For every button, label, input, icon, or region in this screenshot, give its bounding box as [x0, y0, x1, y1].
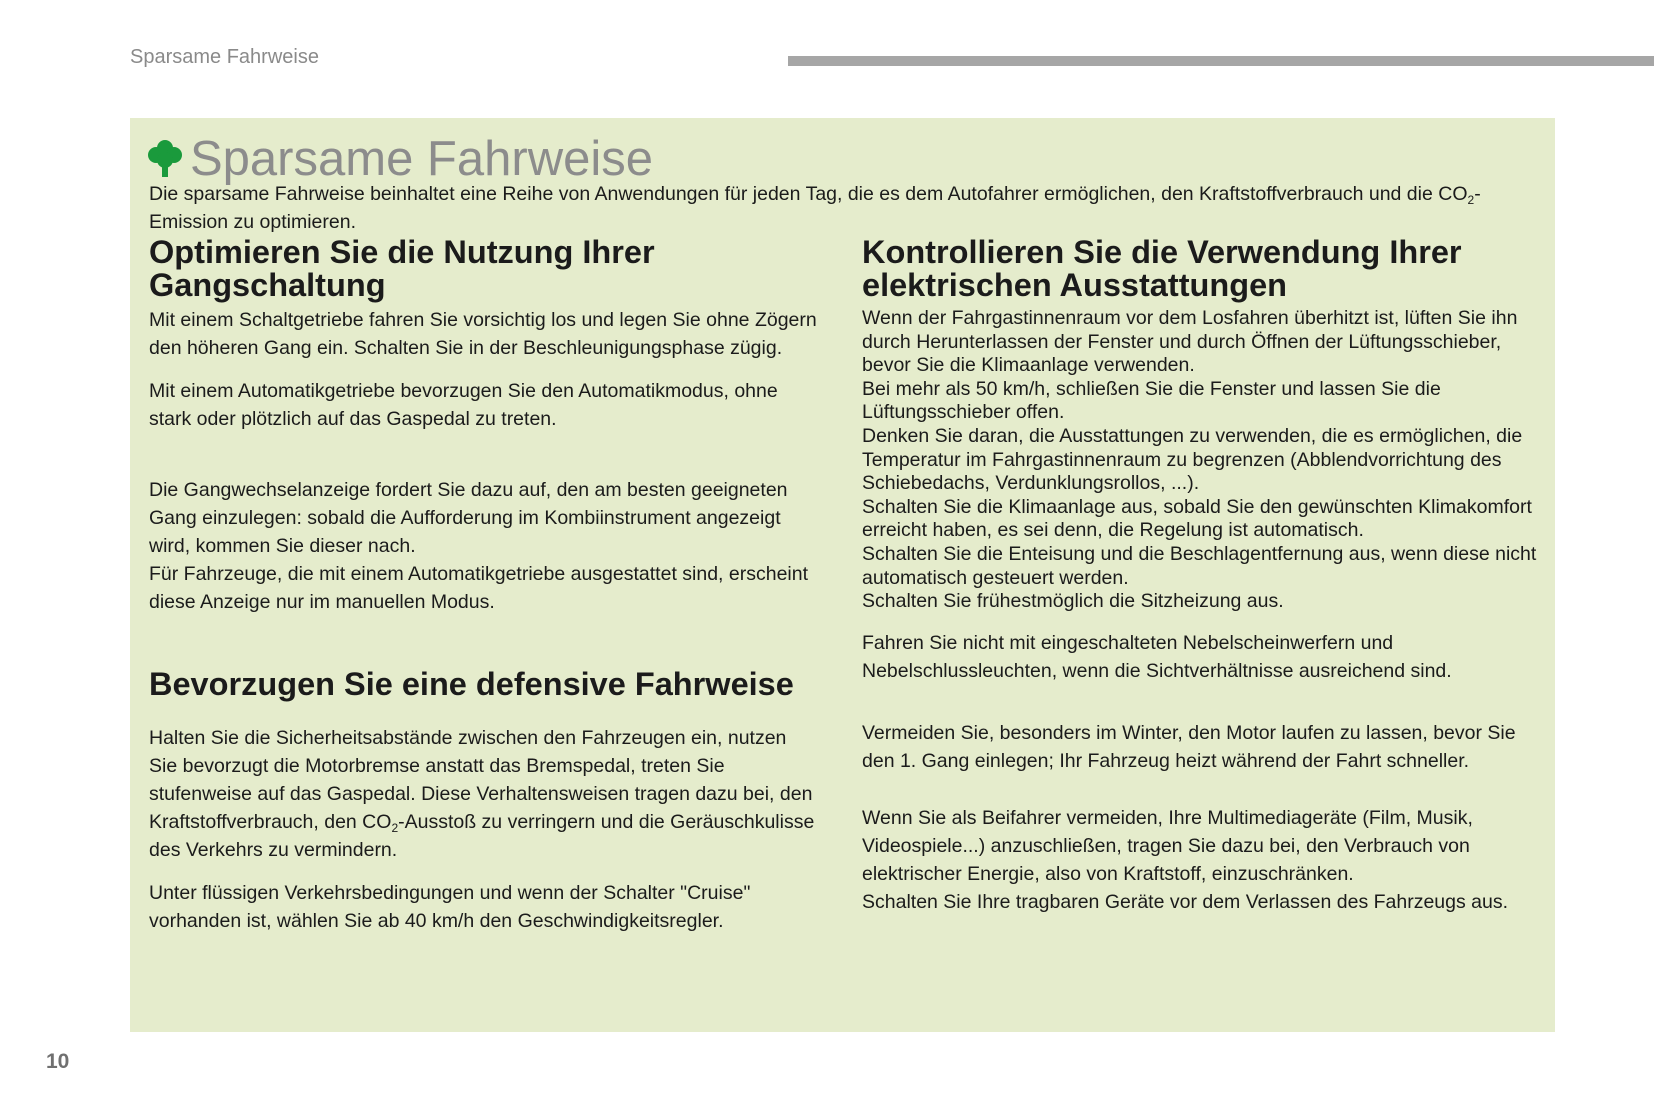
paragraph-automatic-gearbox: Mit einem Automatikgetriebe bevorzugen Sie den Automatikmodus, ohne stark oder plötzlich auf das Gaspedal zu treten.: [149, 380, 778, 430]
paragraph-ventilate: Wenn der Fahrgastinnenraum vor dem Losfahren überhitzt ist, lüften Sie ihn durch Herunterlassen der Fenster und durch Öffnen der Lüftungsschieber, bevor Sie die Klimaanlage verwenden.: [862, 307, 1518, 377]
paragraph-defrost-off: Schalten Sie die Enteisung und die Beschlagentfernung aus, wenn diese nicht automatisch gesteuert werden.: [862, 542, 1537, 589]
page-title: Sparsame Fahrweise: [190, 132, 653, 186]
header-rule: [788, 56, 1654, 66]
paragraph-gear-indicator: Die Gangwechselanzeige fordert Sie dazu auf, den am besten geeigneten Gang einzulegen: sobald die Aufforderung im Kombiinstrument angezeigt wird, kommen Sie dieser nach.: [149, 479, 788, 557]
paragraph-limit-temperature: Denken Sie daran, die Ausstattungen zu verwenden, die es ermöglichen, die Temperatur im Fahrgastinnenraum zu begrenzen (Abblendvorrichtung des Schiebedachs, Verdunklungsrollos, ...).: [862, 424, 1523, 495]
paragraph-ac-off: Schalten Sie die Klimaanlage aus, sobald Sie den gewünschten Klimakomfort erreicht haben, es sei denn, die Regelung ist automatisch.: [862, 495, 1532, 542]
paragraph-manual-gearbox: Mit einem Schaltgetriebe fahren Sie vorsichtig los und legen Sie ohne Zögern den höheren Gang ein. Schalten Sie in der Beschleunigungsphase zügig.: [149, 309, 817, 359]
heading-defensive-driving: Bevorzugen Sie eine defensive Fahrweise: [149, 666, 794, 702]
intro-text: Die sparsame Fahrweise beinhaltet eine Reihe von Anwendungen für jeden Tag, die es dem Autofahrer ermöglichen, den Kraftstoffverbrauch und die $CO_2$-Emission zu optimieren.: [149, 183, 1481, 233]
paragraph-portable-devices: Schalten Sie Ihre tragbaren Geräte vor dem Verlassen des Fahrzeugs aus.: [862, 890, 1509, 913]
paragraph-close-windows: Bei mehr als 50 km/h, schließen Sie die Fenster und lassen Sie die Lüftungsschieber offen.: [862, 377, 1441, 424]
paragraph-safety-distance: Halten Sie die Sicherheitsabstände zwischen den Fahrzeugen ein, nutzen Sie bevorzugt die Motorbremse anstatt das Bremspedal, treten Sie stufenweise auf das Gaspedal. Diese Verhaltensweisen tragen dazu bei, den Kraftstoffverbrauch, den $CO_2$-Ausstoß zu verringern und die Geräuschkulisse des Verkehrs zu vermindern.: [149, 727, 815, 861]
heading-gear-usage: Optimieren Sie die Nutzung Ihrer Gangschaltung: [149, 234, 655, 303]
page-number: 10: [46, 1050, 70, 1073]
paragraph-winter-idling: Vermeiden Sie, besonders im Winter, den Motor laufen zu lassen, bevor Sie den 1. Gang einlegen; Ihr Fahrzeug heizt während der Fahrt schneller.: [862, 721, 1516, 772]
paragraph-fog-lamps: Fahren Sie nicht mit eingeschalteten Nebelscheinwerfern und Nebelschlussleuchten, wenn die Sichtverhältnisse ausreichend sind.: [862, 631, 1452, 682]
paragraph-cruise-control: Unter flüssigen Verkehrsbedingungen und wenn der Schalter "Cruise" vorhanden ist, wählen Sie ab 40 km/h den Geschwindigkeitsregler.: [149, 882, 751, 932]
paragraph-indicator-manual-mode: Für Fahrzeuge, die mit einem Automatikgetriebe ausgestattet sind, erscheint diese Anzeige nur im manuellen Modus.: [149, 563, 809, 613]
tree-icon: [147, 138, 183, 178]
right-column: [862, 236, 1544, 916]
electrical-tips-block: [862, 307, 1544, 614]
content-panel: [130, 118, 1555, 1032]
running-header: Sparsame Fahrweise: [130, 46, 319, 68]
heading-electrical-equipment: Kontrollieren Sie die Verwendung Ihrer elektrischen Ausstattungen: [862, 234, 1462, 303]
left-column: [149, 236, 819, 935]
paragraph-multimedia-devices: Wenn Sie als Beifahrer vermeiden, Ihre Multimediageräte (Film, Musik, Videospiele...) anzuschließen, tragen Sie dazu bei, den Verbrauch von elektrischer Energie, also von Kraftstoff, einzuschränken.: [862, 806, 1473, 885]
paragraph-seat-heating-off: Schalten Sie frühestmöglich die Sitzheizung aus.: [862, 590, 1284, 613]
